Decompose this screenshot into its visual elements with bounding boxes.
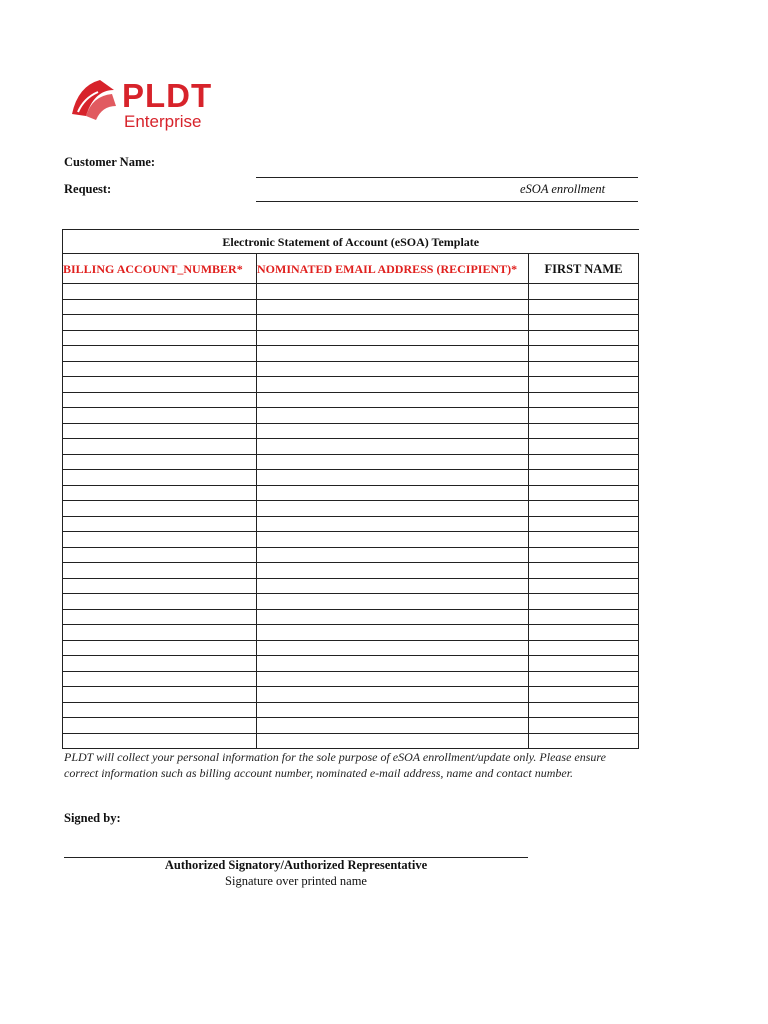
cell-billing-account[interactable] [63,532,257,548]
cell-email[interactable] [257,439,529,455]
cell-first-name[interactable] [529,315,639,331]
table-row [63,609,639,625]
cell-billing-account[interactable] [63,609,257,625]
cell-billing-account[interactable] [63,516,257,532]
cell-first-name[interactable] [529,687,639,703]
cell-first-name[interactable] [529,408,639,424]
cell-first-name[interactable] [529,501,639,517]
table-row [63,361,639,377]
cell-billing-account[interactable] [63,501,257,517]
esoa-table [62,229,639,749]
cell-billing-account[interactable] [63,656,257,672]
cell-first-name[interactable] [529,423,639,439]
table-row [63,315,639,331]
request-value[interactable]: eSOA enrollment [520,182,606,196]
cell-billing-account[interactable] [63,284,257,300]
cell-first-name[interactable] [529,299,639,315]
cell-first-name[interactable] [529,625,639,641]
table-row [63,423,639,439]
cell-billing-account[interactable] [63,439,257,455]
cell-billing-account[interactable] [63,315,257,331]
cell-email[interactable] [257,454,529,470]
table-title: Electronic Statement of Account (eSOA) Template [63,230,639,254]
cell-email[interactable] [257,470,529,486]
cell-first-name[interactable] [529,377,639,393]
signed-by-label: Signed by: [64,811,121,825]
cell-email[interactable] [257,609,529,625]
cell-email[interactable] [257,485,529,501]
cell-first-name[interactable] [529,594,639,610]
cell-email[interactable] [257,733,529,749]
privacy-notice-line-1: PLDT will collect your personal information for the sole purpose of eSOA enrollment/update only. Please ensure [64,750,606,764]
cell-first-name[interactable] [529,439,639,455]
cell-email[interactable] [257,408,529,424]
cell-first-name[interactable] [529,392,639,408]
table-row [63,470,639,486]
cell-email[interactable] [257,718,529,734]
cell-billing-account[interactable] [63,485,257,501]
cell-billing-account[interactable] [63,547,257,563]
logo-sub-text: Enterprise [124,112,202,131]
cell-email[interactable] [257,547,529,563]
table-row [63,671,639,687]
signature-subtitle: Signature over printed name [225,874,367,888]
request-field-underline [256,201,638,202]
table-row [63,299,639,315]
cell-billing-account[interactable] [63,408,257,424]
table-row [63,501,639,517]
cell-billing-account[interactable] [63,470,257,486]
cell-first-name[interactable] [529,454,639,470]
table-row [63,532,639,548]
table-row [63,516,639,532]
table-row [63,330,639,346]
table-row [63,594,639,610]
table-row [63,547,639,563]
cell-email[interactable] [257,392,529,408]
table-row [63,377,639,393]
cell-billing-account[interactable] [63,377,257,393]
table-row [63,439,639,455]
cell-billing-account[interactable] [63,702,257,718]
cell-billing-account[interactable] [63,392,257,408]
cell-email[interactable] [257,284,529,300]
request-label: Request: [64,182,112,196]
pldt-enterprise-logo [68,74,238,134]
cell-first-name[interactable] [529,656,639,672]
table-row [63,408,639,424]
cell-email[interactable] [257,330,529,346]
cell-billing-account[interactable] [63,423,257,439]
cell-email[interactable] [257,423,529,439]
table-row [63,284,639,300]
cell-email[interactable] [257,361,529,377]
cell-billing-account[interactable] [63,640,257,656]
cell-email[interactable] [257,687,529,703]
signature-title: Authorized Signatory/Authorized Representative [164,858,428,872]
pldt-logo-icon [68,76,118,120]
table-row [63,733,639,749]
table-row [63,578,639,594]
table-row [63,346,639,362]
cell-email[interactable] [257,315,529,331]
customer-name-label: Customer Name: [64,155,156,169]
cell-billing-account[interactable] [63,625,257,641]
cell-email[interactable] [257,377,529,393]
cell-billing-account[interactable] [63,563,257,579]
table-row [63,625,639,641]
logo-brand-text: PLDT [122,77,213,114]
cell-first-name[interactable] [529,532,639,548]
cell-billing-account[interactable] [63,454,257,470]
table-row [63,563,639,579]
table-row [63,392,639,408]
table-header-row [63,254,639,284]
table-row [63,687,639,703]
table-row [63,702,639,718]
cell-first-name[interactable] [529,718,639,734]
privacy-notice-line-2: correct information such as billing account number, nominated e-mail address, name and contact number. [64,766,574,780]
table-title-row [63,230,639,254]
column-header-first-name: FIRST NAME [529,254,639,284]
table-row [63,656,639,672]
cell-email[interactable] [257,516,529,532]
cell-first-name[interactable] [529,671,639,687]
cell-first-name[interactable] [529,702,639,718]
cell-billing-account[interactable] [63,346,257,362]
cell-email[interactable] [257,563,529,579]
cell-email[interactable] [257,625,529,641]
cell-email[interactable] [257,656,529,672]
cell-first-name[interactable] [529,361,639,377]
privacy-notice [64,749,638,781]
cell-email[interactable] [257,346,529,362]
cell-email[interactable] [257,594,529,610]
customer-name-field[interactable] [256,177,638,178]
column-header-billing-account: BILLING ACCOUNT_NUMBER* [63,254,257,284]
cell-billing-account[interactable] [63,361,257,377]
cell-first-name[interactable] [529,733,639,749]
table-row [63,485,639,501]
cell-first-name[interactable] [529,516,639,532]
cell-email[interactable] [257,671,529,687]
cell-first-name[interactable] [529,609,639,625]
cell-email[interactable] [257,501,529,517]
cell-billing-account[interactable] [63,671,257,687]
cell-first-name[interactable] [529,547,639,563]
cell-first-name[interactable] [529,470,639,486]
cell-billing-account[interactable] [63,687,257,703]
cell-billing-account[interactable] [63,718,257,734]
cell-first-name[interactable] [529,640,639,656]
cell-billing-account[interactable] [63,299,257,315]
column-header-email: NOMINATED EMAIL ADDRESS (RECIPIENT)* [257,254,529,284]
cell-first-name[interactable] [529,330,639,346]
cell-billing-account[interactable] [63,594,257,610]
cell-email[interactable] [257,702,529,718]
cell-billing-account[interactable] [63,330,257,346]
cell-first-name[interactable] [529,346,639,362]
table-row [63,718,639,734]
cell-email[interactable] [257,578,529,594]
cell-first-name[interactable] [529,578,639,594]
cell-billing-account[interactable] [63,578,257,594]
cell-first-name[interactable] [529,485,639,501]
cell-first-name[interactable] [529,563,639,579]
cell-first-name[interactable] [529,284,639,300]
table-body [63,284,639,749]
cell-email[interactable] [257,640,529,656]
cell-billing-account[interactable] [63,733,257,749]
table-row [63,454,639,470]
cell-email[interactable] [257,532,529,548]
table-row [63,640,639,656]
cell-email[interactable] [257,299,529,315]
